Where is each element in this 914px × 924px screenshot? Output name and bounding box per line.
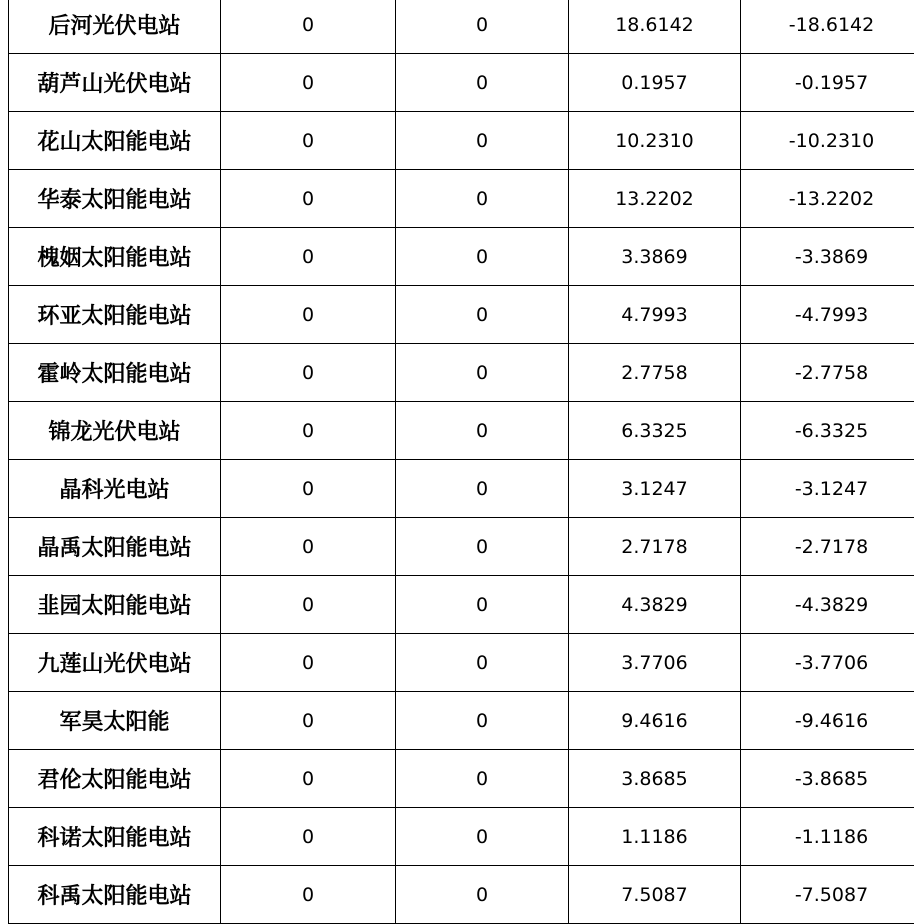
value-2-cell: 0 — [396, 286, 569, 344]
station-name-cell: 花山太阳能电站 — [9, 112, 221, 170]
value-4-cell: -6.3325 — [741, 402, 914, 460]
value-3-cell: 6.3325 — [569, 402, 741, 460]
table-row — [9, 112, 914, 170]
value-2-cell: 0 — [396, 576, 569, 634]
table-row — [9, 0, 914, 54]
value-2-cell: 0 — [396, 518, 569, 576]
value-4-cell: -10.2310 — [741, 112, 914, 170]
value-4-cell: -7.5087 — [741, 866, 914, 924]
value-2-cell: 0 — [396, 634, 569, 692]
value-3-cell: 3.3869 — [569, 228, 741, 286]
value-2-cell: 0 — [396, 170, 569, 228]
table-row — [9, 402, 914, 460]
value-4-cell: -3.1247 — [741, 460, 914, 518]
station-name-cell: 华泰太阳能电站 — [9, 170, 221, 228]
value-4-cell: -2.7178 — [741, 518, 914, 576]
value-4-cell: -2.7758 — [741, 344, 914, 402]
value-1-cell: 0 — [221, 750, 396, 808]
table-row — [9, 866, 914, 924]
value-4-cell: -9.4616 — [741, 692, 914, 750]
station-name-cell: 槐姻太阳能电站 — [9, 228, 221, 286]
value-1-cell: 0 — [221, 576, 396, 634]
value-3-cell: 0.1957 — [569, 54, 741, 112]
value-2-cell: 0 — [396, 402, 569, 460]
value-2-cell: 0 — [396, 0, 569, 54]
station-name-cell: 九莲山光伏电站 — [9, 634, 221, 692]
table-row — [9, 692, 914, 750]
value-3-cell: 2.7758 — [569, 344, 741, 402]
station-name-cell: 晶禹太阳能电站 — [9, 518, 221, 576]
value-2-cell: 0 — [396, 344, 569, 402]
value-2-cell: 0 — [396, 228, 569, 286]
station-name-cell: 葫芦山光伏电站 — [9, 54, 221, 112]
value-1-cell: 0 — [221, 0, 396, 54]
value-3-cell: 4.7993 — [569, 286, 741, 344]
value-3-cell: 3.8685 — [569, 750, 741, 808]
value-2-cell: 0 — [396, 460, 569, 518]
value-3-cell: 9.4616 — [569, 692, 741, 750]
station-data-table — [8, 0, 914, 924]
table-row — [9, 54, 914, 112]
value-4-cell: -4.7993 — [741, 286, 914, 344]
data-table-container — [8, 0, 914, 924]
value-3-cell: 3.7706 — [569, 634, 741, 692]
value-1-cell: 0 — [221, 692, 396, 750]
table-row — [9, 228, 914, 286]
value-4-cell: -3.7706 — [741, 634, 914, 692]
value-2-cell: 0 — [396, 750, 569, 808]
value-1-cell: 0 — [221, 460, 396, 518]
value-2-cell: 0 — [396, 808, 569, 866]
value-3-cell: 13.2202 — [569, 170, 741, 228]
value-2-cell: 0 — [396, 692, 569, 750]
station-name-cell: 锦龙光伏电站 — [9, 402, 221, 460]
station-name-cell: 军昊太阳能 — [9, 692, 221, 750]
value-2-cell: 0 — [396, 54, 569, 112]
value-1-cell: 0 — [221, 518, 396, 576]
value-4-cell: -1.1186 — [741, 808, 914, 866]
value-4-cell: -0.1957 — [741, 54, 914, 112]
value-4-cell: -13.2202 — [741, 170, 914, 228]
table-row — [9, 576, 914, 634]
table-row — [9, 170, 914, 228]
table-row — [9, 344, 914, 402]
station-name-cell: 霍岭太阳能电站 — [9, 344, 221, 402]
value-3-cell: 18.6142 — [569, 0, 741, 54]
value-4-cell: -3.8685 — [741, 750, 914, 808]
table-row — [9, 286, 914, 344]
value-1-cell: 0 — [221, 286, 396, 344]
value-2-cell: 0 — [396, 112, 569, 170]
table-row — [9, 750, 914, 808]
value-4-cell: -18.6142 — [741, 0, 914, 54]
value-1-cell: 0 — [221, 54, 396, 112]
station-name-cell: 君伦太阳能电站 — [9, 750, 221, 808]
value-3-cell: 1.1186 — [569, 808, 741, 866]
station-name-cell: 科禹太阳能电站 — [9, 866, 221, 924]
station-name-cell: 科诺太阳能电站 — [9, 808, 221, 866]
value-3-cell: 3.1247 — [569, 460, 741, 518]
table-row — [9, 808, 914, 866]
station-name-cell: 韭园太阳能电站 — [9, 576, 221, 634]
table-row — [9, 518, 914, 576]
value-1-cell: 0 — [221, 228, 396, 286]
value-1-cell: 0 — [221, 344, 396, 402]
station-name-cell: 晶科光电站 — [9, 460, 221, 518]
value-3-cell: 7.5087 — [569, 866, 741, 924]
value-1-cell: 0 — [221, 170, 396, 228]
value-1-cell: 0 — [221, 866, 396, 924]
value-1-cell: 0 — [221, 112, 396, 170]
station-name-cell: 后河光伏电站 — [9, 0, 221, 54]
value-4-cell: -3.3869 — [741, 228, 914, 286]
value-1-cell: 0 — [221, 808, 396, 866]
station-name-cell: 环亚太阳能电站 — [9, 286, 221, 344]
value-4-cell: -4.3829 — [741, 576, 914, 634]
value-3-cell: 4.3829 — [569, 576, 741, 634]
value-1-cell: 0 — [221, 402, 396, 460]
value-3-cell: 10.2310 — [569, 112, 741, 170]
value-3-cell: 2.7178 — [569, 518, 741, 576]
table-row — [9, 634, 914, 692]
value-2-cell: 0 — [396, 866, 569, 924]
value-1-cell: 0 — [221, 634, 396, 692]
table-row — [9, 460, 914, 518]
